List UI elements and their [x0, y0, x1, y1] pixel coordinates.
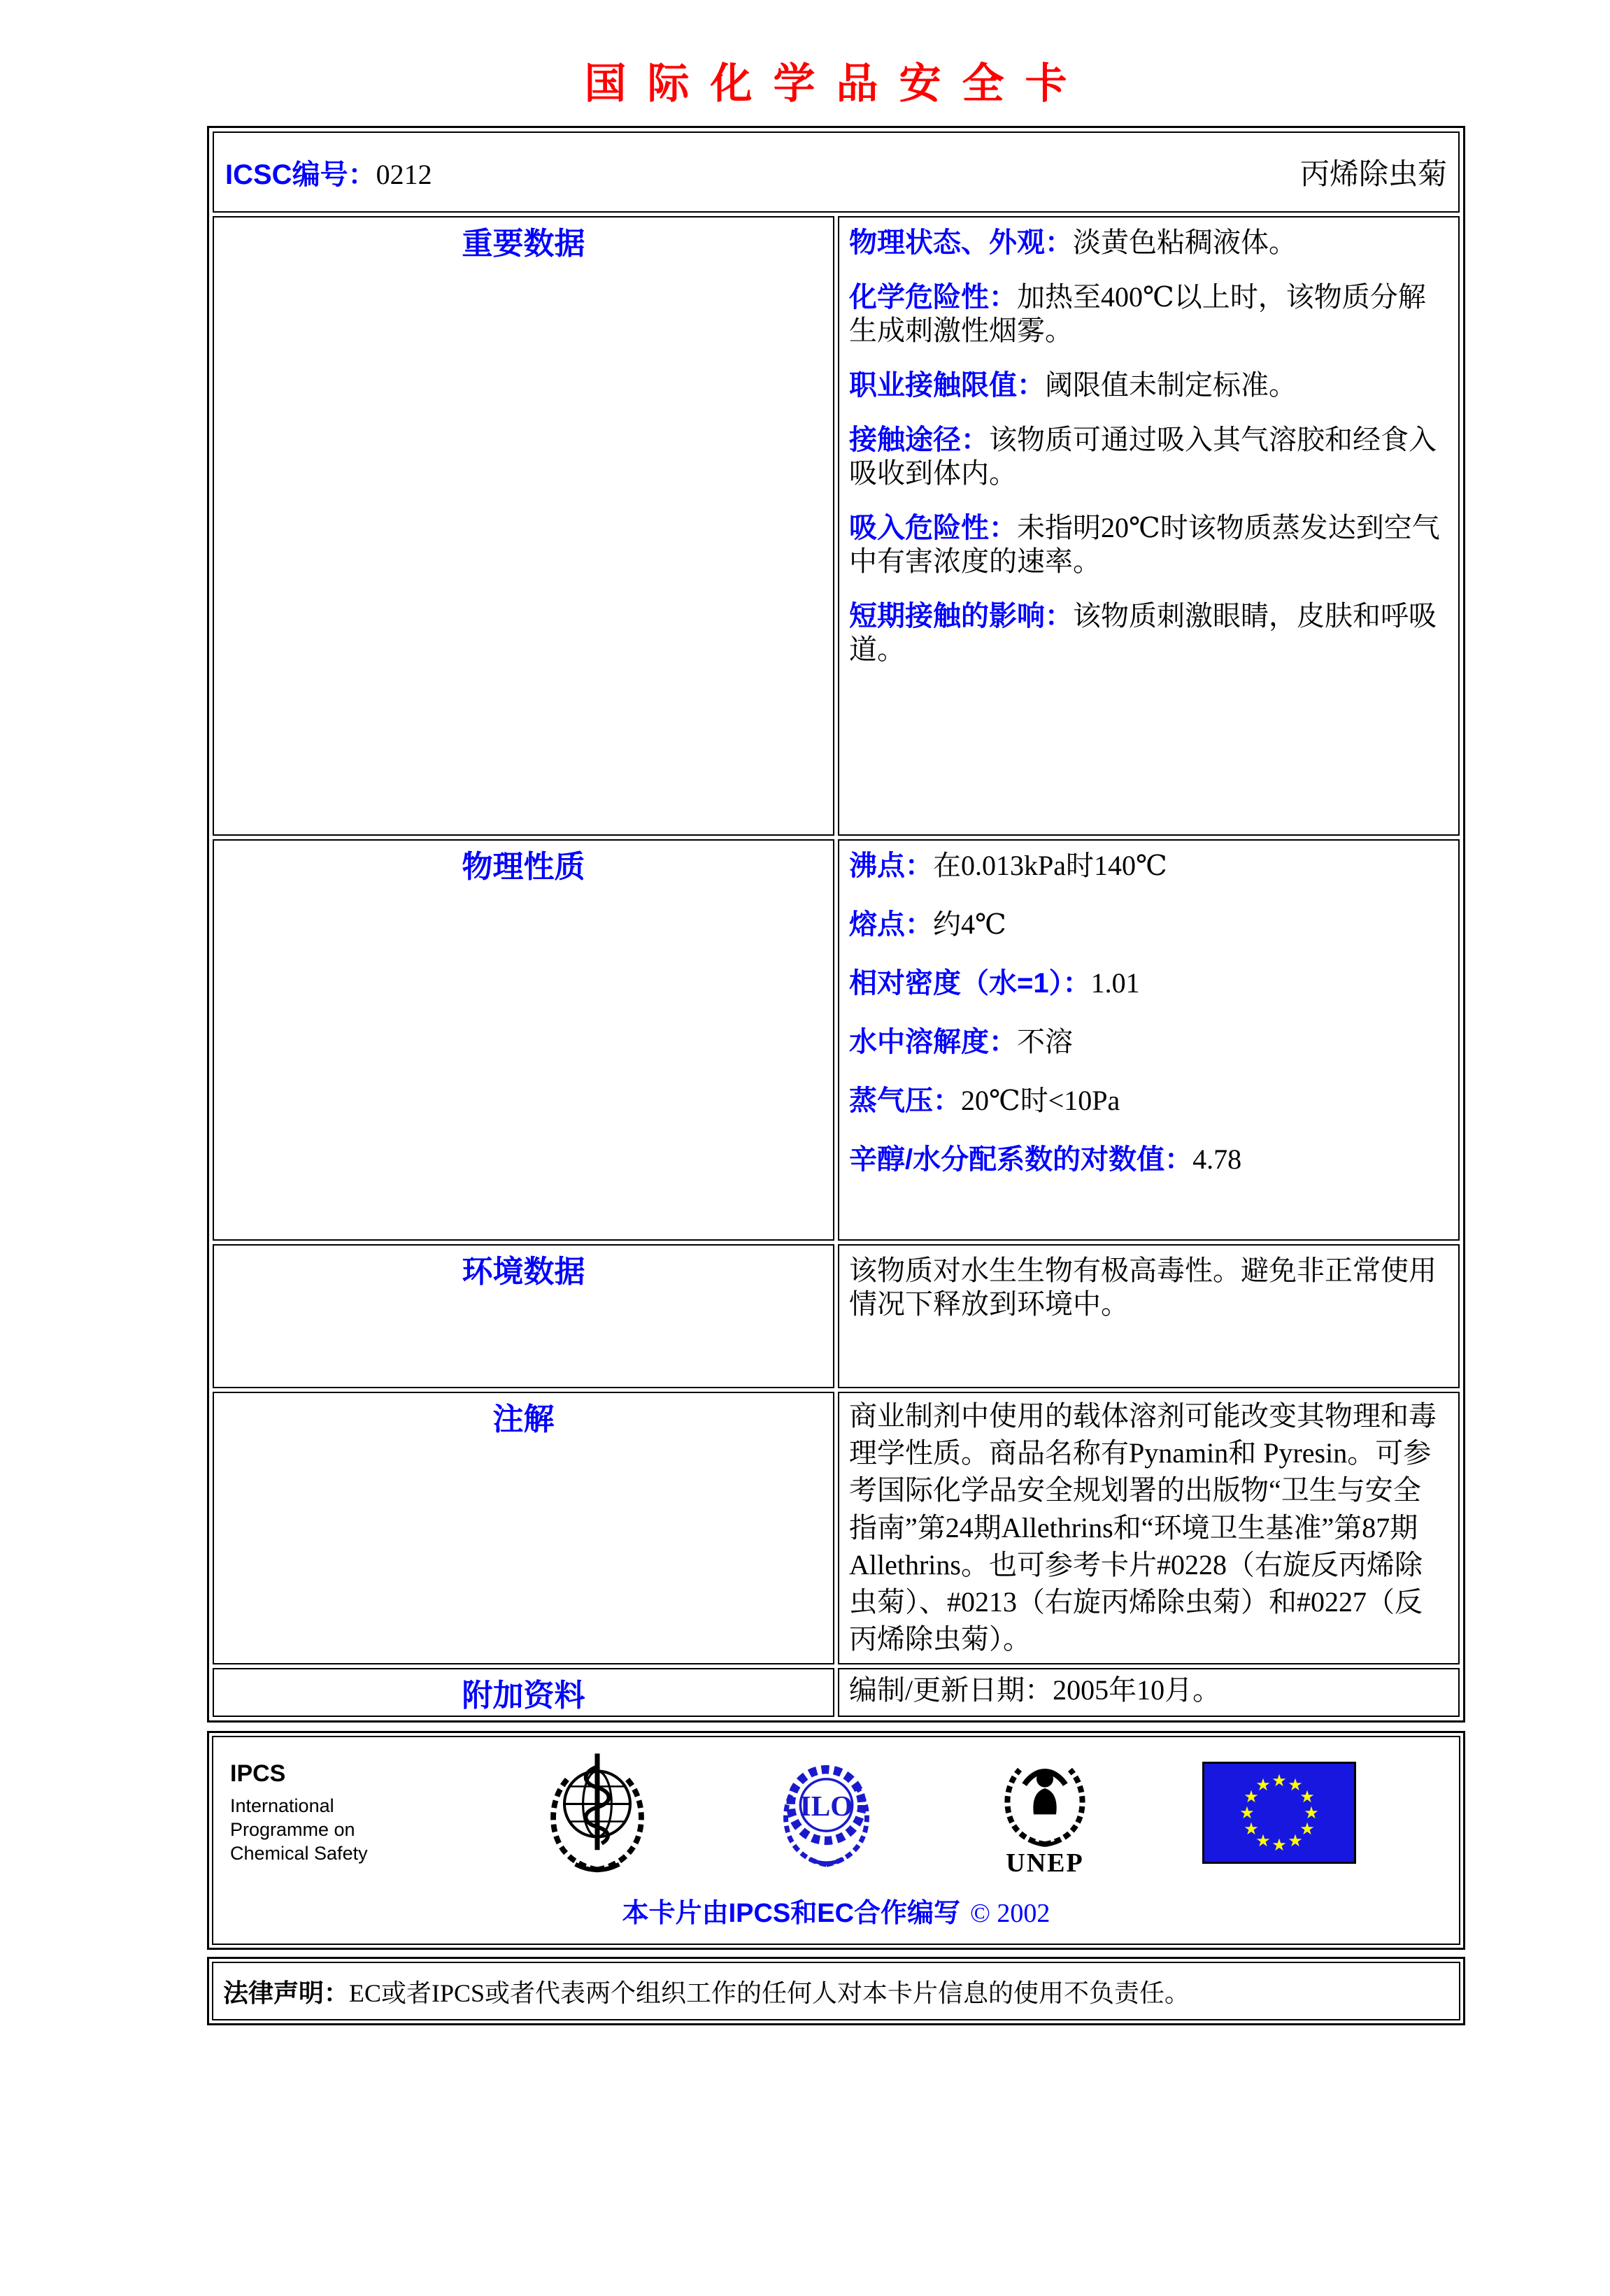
safety-card-table	[207, 126, 1465, 1723]
card-header-row	[225, 137, 1447, 207]
page-title: 国际化学品安全卡	[584, 60, 1088, 107]
svg-text:★: ★	[1299, 1819, 1315, 1839]
legal-notice-text: EC或者IPCS或者代表两个组织工作的任何人对本卡片信息的使用不负责任。	[349, 1978, 1190, 2007]
table-row-notes	[213, 1392, 1460, 1664]
svg-text:★: ★	[1244, 1819, 1259, 1839]
section-label-important-data: 重要数据	[213, 216, 834, 836]
ipcs-text-block: IPCS International Programme on Chemical Safety	[230, 1760, 440, 1865]
field-relative-density: 相对密度（水=1）：1.01	[849, 967, 1140, 999]
additional-info-text: 编制/更新日期：2005年10月。	[849, 1674, 1221, 1706]
icsc-number-label: ICSC编号：	[225, 159, 376, 190]
eu-flag-icon	[1202, 1762, 1356, 1864]
logos-box	[207, 1731, 1465, 1950]
section-content-environmental-data	[838, 1244, 1460, 1388]
ilo-letters: ILO	[799, 1790, 853, 1823]
logos-row	[230, 1747, 1442, 1878]
field-short-term-effects: 短期接触的影响：该物质刺激眼睛，皮肤和呼吸道。	[849, 600, 1437, 665]
section-label-additional-info: 附加资料	[213, 1668, 834, 1717]
field-octanol-water-partition: 辛醇/水分配系数的对数值：4.78	[849, 1143, 1242, 1175]
svg-text:★: ★	[1304, 1803, 1319, 1823]
section-label-environmental-data: 环境数据	[213, 1244, 834, 1388]
svg-text:★: ★	[1239, 1803, 1255, 1823]
chemical-name: 丙烯除虫菊	[1299, 159, 1447, 191]
field-melting-point: 熔点：约4℃	[849, 908, 1006, 940]
svg-text:★: ★	[1271, 1835, 1287, 1855]
field-chemical-danger: 化学危险性：加热至400℃以上时，该物质分解生成刺激性烟雾。	[849, 281, 1426, 346]
table-row-important-data	[213, 216, 1460, 836]
table-row-environmental-data	[213, 1244, 1460, 1388]
svg-text:★: ★	[1244, 1787, 1259, 1807]
who-logo-icon	[531, 1747, 664, 1878]
field-occupational-limits: 职业接触限值：阈限值未制定标准。	[849, 369, 1297, 401]
caption-text: 本卡片由IPCS和EC合作编写	[622, 1899, 961, 1929]
icsc-number-group	[225, 152, 432, 192]
field-inhalation-risk: 吸入危险性：未指明20℃时该物质蒸发达到空气中有害浓度的速率。	[849, 512, 1440, 577]
field-exposure-routes: 接触途径：该物质可通过吸入其气溶胶和经食入吸收到体内。	[849, 424, 1437, 489]
ipcs-title: IPCS	[230, 1760, 286, 1788]
ilo-logo-icon	[769, 1753, 884, 1872]
svg-text:★: ★	[1271, 1771, 1287, 1791]
section-content-notes	[838, 1392, 1460, 1664]
svg-text:★: ★	[1288, 1775, 1303, 1795]
svg-text:★: ★	[1255, 1831, 1271, 1851]
environmental-data-text: 该物质对水生生物有极高毒性。避免非正常使用情况下释放到环境中。	[849, 1255, 1437, 1320]
unep-logo-icon	[989, 1747, 1101, 1878]
icsc-number-value: 0212	[376, 158, 432, 190]
notes-text: 商业制剂中使用的载体溶剂可能改变其物理和毒理学性质。商品名称有Pynamin和 Pyresin。可参考国际化学品安全规划署的出版物“卫生与安全指南”第24期Allethrins和“环境卫生基准”第87期Allethrins。也可参考卡片#0228（右旋反丙烯除虫菊）、#0213（右旋丙烯除虫菊）和#0227（反丙烯除虫菊）。	[849, 1400, 1437, 1655]
section-content-important-data	[838, 216, 1460, 836]
table-row-physical-properties	[213, 839, 1460, 1241]
section-content-additional-info	[838, 1668, 1460, 1717]
field-boiling-point: 沸点：在0.013kPa时140℃	[849, 850, 1167, 881]
table-row-header	[213, 131, 1460, 213]
section-content-physical-properties	[838, 839, 1460, 1241]
svg-text:★: ★	[1255, 1775, 1271, 1795]
section-label-physical-properties: 物理性质	[213, 839, 834, 1241]
unep-wordmark: UNEP	[1006, 1848, 1084, 1878]
table-row-additional-info	[213, 1668, 1460, 1717]
cooperation-caption	[230, 1891, 1442, 1930]
card-content	[207, 50, 1465, 2025]
copyright-text: © 2002	[970, 1899, 1050, 1929]
legal-notice-box	[207, 1957, 1465, 2025]
svg-text:★: ★	[1299, 1787, 1315, 1807]
svg-text:★: ★	[1288, 1831, 1303, 1851]
legal-notice-label: 法律声明：	[223, 1978, 350, 2007]
field-water-solubility: 水中溶解度：不溶	[849, 1026, 1073, 1057]
icsc-card-page	[0, 50, 1610, 2296]
field-vapor-pressure: 蒸气压：20℃时<10Pa	[849, 1085, 1120, 1116]
section-label-notes: 注解	[213, 1392, 834, 1664]
field-physical-state: 物理状态、外观：淡黄色粘稠液体。	[849, 227, 1297, 258]
